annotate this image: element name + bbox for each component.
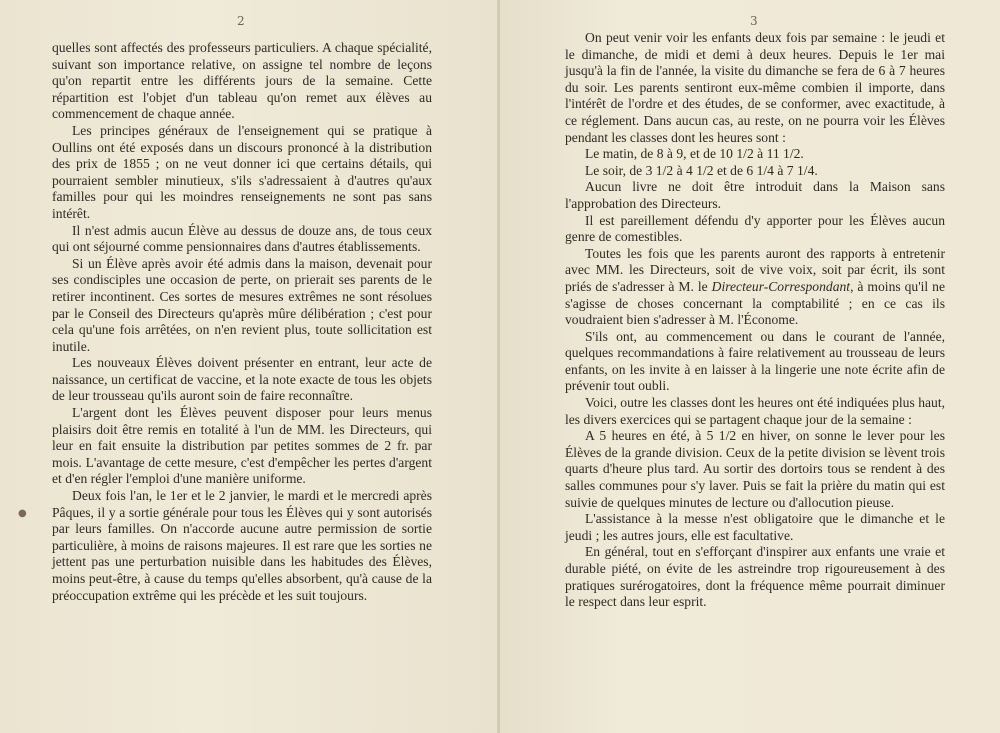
paragraph: Les principes généraux de l'enseignement qui se pratique à Oullins ont été exposés dans un discours prononcé à la distribution des prix de 1855 ; on ne veut donner ici que certains détails, qui pourraient sembler minutieux, s'ils s'adressaient à d'autres qu'aux familles pour qui les moindres renseignements ne sont pas sans intérêt. (52, 122, 432, 221)
paragraph: A 5 heures en été, à 5 1/2 en hiver, on sonne le lever pour les Élèves de la grande division. Ceux de la petite division se lèvent trois quarts d'heure plus tard. Au sortir des dortoirs tous se rendent à des salles communes pour s'y laver. Puis se fait la prière du matin qui est suivie de quelques minutes de lecture ou d'allocution pieuse. (565, 428, 945, 510)
paragraph: L'argent dont les Élèves peuvent disposer pour leurs menus plaisirs doit être remis en totalité à l'un de MM. les Directeurs, qui leur en fait ensuite la distribution par petites sommes de 2 fr. par mois. L'avantage de cette mesure, c'est d'empêcher les pertes d'argent et d'en régler l'emploi d'une manière uniforme. (52, 405, 432, 487)
italic-term: Directeur-Correspondant (711, 278, 851, 294)
paragraph: Aucun livre ne doit être introduit dans la Maison sans l'approbation des Directeurs. (565, 179, 945, 211)
schedule-line: Le matin, de 8 à 9, et de 10 1/2 à 11 1/2. (585, 146, 804, 162)
text-run: Toutes les fois que les parents auront des rapports à entretenir avec MM. les Directeurs, soit de vive voix, soit par écrit, ils sont priés de s'adresser à M. le (565, 245, 945, 294)
text-run: , à moins qu'il ne s'agisse de choses concernant la comptabilité ; en ce cas ils voudraient bien s'adresser à M. l'Économe. (565, 278, 946, 328)
paragraph: quelles sont affectés des professeurs particuliers. A chaque spécialité, suivant son importance relative, on assigne tel nombre de leçons qu'on repartit entre les différents jours de la semaine. Cette répartition est l'objet d'un tableau qu'on remet aux élèves au commencement de chaque année. (52, 40, 432, 122)
paragraph (565, 246, 945, 329)
ink-spot: ● (18, 508, 27, 519)
right-page (500, 0, 1000, 733)
paragraph: On peut venir voir les enfants deux fois par semaine : le jeudi et le dimanche, de midi et demi à deux heures. Depuis le 1er mai jusqu'à la fin de l'année, la visite du dimanche se fera de 6 à 7 heures du soir. Les parents sentiront eux-même combien il importe, dans l'intérêt de l'ordre et des études, de se conformer, avec exactitude, à ce réglement. Dans aucun cas, au reste, on ne pourra voir les Élèves pendant les classes dont les heures sont : (565, 30, 945, 145)
left-page-body (52, 40, 432, 604)
paragraph: S'ils ont, au commencement ou dans le courant de l'année, quelques recommandations à faire relativement au trousseau de leurs enfants, on les invite à en laisser à la lingerie une note écrite afin de prévenir tout oubli. (565, 328, 945, 394)
paragraph: En général, tout en s'efforçant d'inspirer aux enfants une vraie et durable piété, on évite de les astreindre trop rigoureusement à des pratiques surérogatoires, dont la fréquence même pourrait diminuer le respect dans leur esprit. (565, 544, 945, 610)
paragraph: Si un Élève après avoir été admis dans la maison, devenait pour ses condisciples une occasion de perte, on prierait ses parents de le retirer incontinent. Ces sortes de mesures extrêmes ne sont résolues par le Conseil des Directeurs qu'après mûre délibération ; c'est pour cela qu'une fois arrêtées, on n'en revient plus, toute sollicitation est inutile. (52, 255, 432, 354)
paragraph: Il est pareillement défendu d'y apporter pour les Élèves aucun genre de comestibles. (565, 212, 945, 245)
paragraph: Il n'est admis aucun Élève au dessus de douze ans, de tous ceux qui ont séjourné comme pensionnaires dans d'autres établissements. (52, 222, 432, 255)
paragraph: Les nouveaux Élèves doivent présenter en entrant, leur acte de naissance, un certificat de vaccine, et la note exacte de tous les objets de leur trousseau qu'ils auront soin de faire reconnaître. (52, 355, 432, 404)
right-page-body (565, 30, 945, 611)
schedule-line: Le soir, de 3 1/2 à 4 1/2 et de 6 1/4 à 7 1/4. (585, 162, 818, 178)
paragraph: Voici, outre les classes dont les heures ont été indiquées plus haut, les divers exercices qui se partagent chaque jour de la semaine : (565, 395, 945, 427)
page-number: 3 (750, 14, 758, 28)
paragraph: Deux fois l'an, le 1er et le 2 janvier, le mardi et le mercredi après Pâques, il y a sortie générale pour tous les Élèves qui y sont autorisés par leurs familles. On n'accorde aucune autre permission de sortie particulière, à moins de raisons majeures. Il est rare que les sorties ne jettent pas une perturbation nuisible dans les habitudes des Élèves, moins peut-être, à cause du temps qu'elles absorbent, qu'à cause de la préoccupation extrême qui les précède et les suit toujours. (52, 488, 432, 603)
paragraph: L'assistance à la messe n'est obligatoire que le dimanche et le jeudi ; les autres jours, elle est facultative. (565, 511, 945, 543)
page-number: 2 (237, 14, 245, 28)
